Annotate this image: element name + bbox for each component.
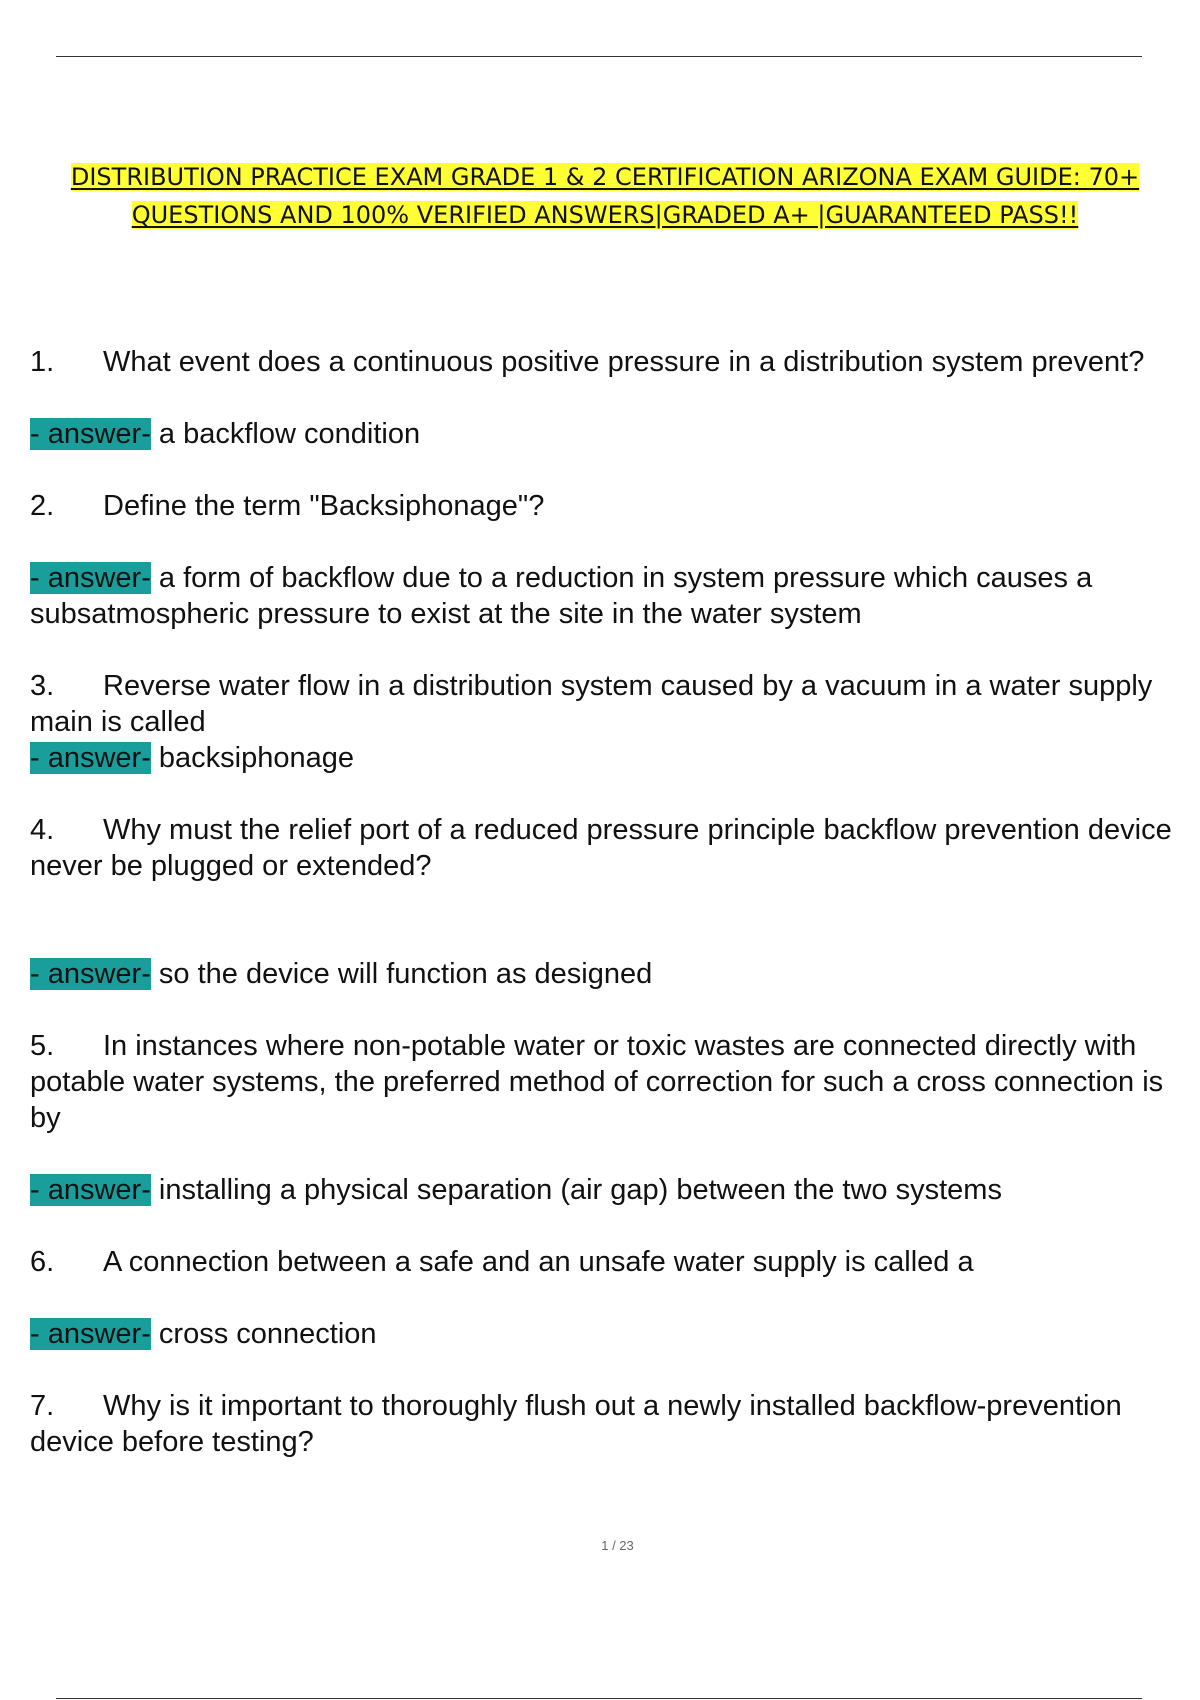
document-title [30,158,1180,234]
question-text: Why must the relief port of a reduced pressure principle backflow prevention device never be plugged or extended? [30,814,1172,882]
answer-text: a backflow condition [158,418,421,450]
question-number: 3. [30,670,55,702]
title-line-2: QUESTIONS AND 100% VERIFIED ANSWERS|GRADED A+ |GUARANTEED PASS!! [131,201,1079,229]
answer-4 [30,956,1190,992]
answer-label: - answer- [30,418,151,450]
question-4 [30,812,1190,884]
question-text: Why is it important to thoroughly flush out a newly installed backflow-prevention device before testing? [30,1390,1122,1458]
answer-2 [30,560,1190,632]
answer-text: so the device will function as designed [158,958,653,990]
question-list [30,344,1190,1460]
question-text: Define the term "Backsiphonage"? [103,490,545,522]
question-text: What event does a continuous positive pressure in a distribution system prevent? [103,346,1145,378]
question-number: 6. [30,1246,55,1278]
question-5 [30,1028,1190,1136]
title-line-1: DISTRIBUTION PRACTICE EXAM GRADE 1 & 2 CERTIFICATION ARIZONA EXAM GUIDE: 70+ [70,163,1140,191]
answer-text: backsiphonage [158,742,355,774]
question-6 [30,1244,1190,1280]
answer-label: - answer- [30,1318,151,1350]
question-text: Reverse water flow in a distribution system caused by a vacuum in a water supply main is called [30,670,1153,738]
question-number: 5. [30,1030,55,1062]
answer-label: - answer- [30,562,151,594]
answer-label: - answer- [30,1174,151,1206]
question-text: A connection between a safe and an unsafe water supply is called a [103,1246,974,1278]
question-number: 2. [30,490,55,522]
page-indicator: 1 / 23 [601,1538,634,1553]
bottom-rule [56,1698,1142,1699]
answer-text: a form of backflow due to a reduction in system pressure which causes a subsatmospheric pressure to exist at the site in the water system [30,562,1093,630]
question-7 [30,1388,1190,1460]
answer-3 [30,740,1190,776]
answer-5 [30,1172,1190,1208]
answer-1 [30,416,1190,452]
question-number: 1. [30,346,55,378]
question-2 [30,488,1190,524]
question-number: 7. [30,1390,55,1422]
question-3 [30,668,1190,740]
top-rule [56,56,1142,57]
question-number: 4. [30,814,55,846]
answer-label: - answer- [30,958,151,990]
question-1 [30,344,1190,380]
answer-text: cross connection [158,1318,377,1350]
answer-6 [30,1316,1190,1352]
answer-label: - answer- [30,742,151,774]
answer-text: installing a physical separation (air gap) between the two systems [158,1174,1002,1206]
question-text: In instances where non-potable water or toxic wastes are connected directly with potable water systems, the preferred method of correction for such a cross connection is by [30,1030,1164,1134]
